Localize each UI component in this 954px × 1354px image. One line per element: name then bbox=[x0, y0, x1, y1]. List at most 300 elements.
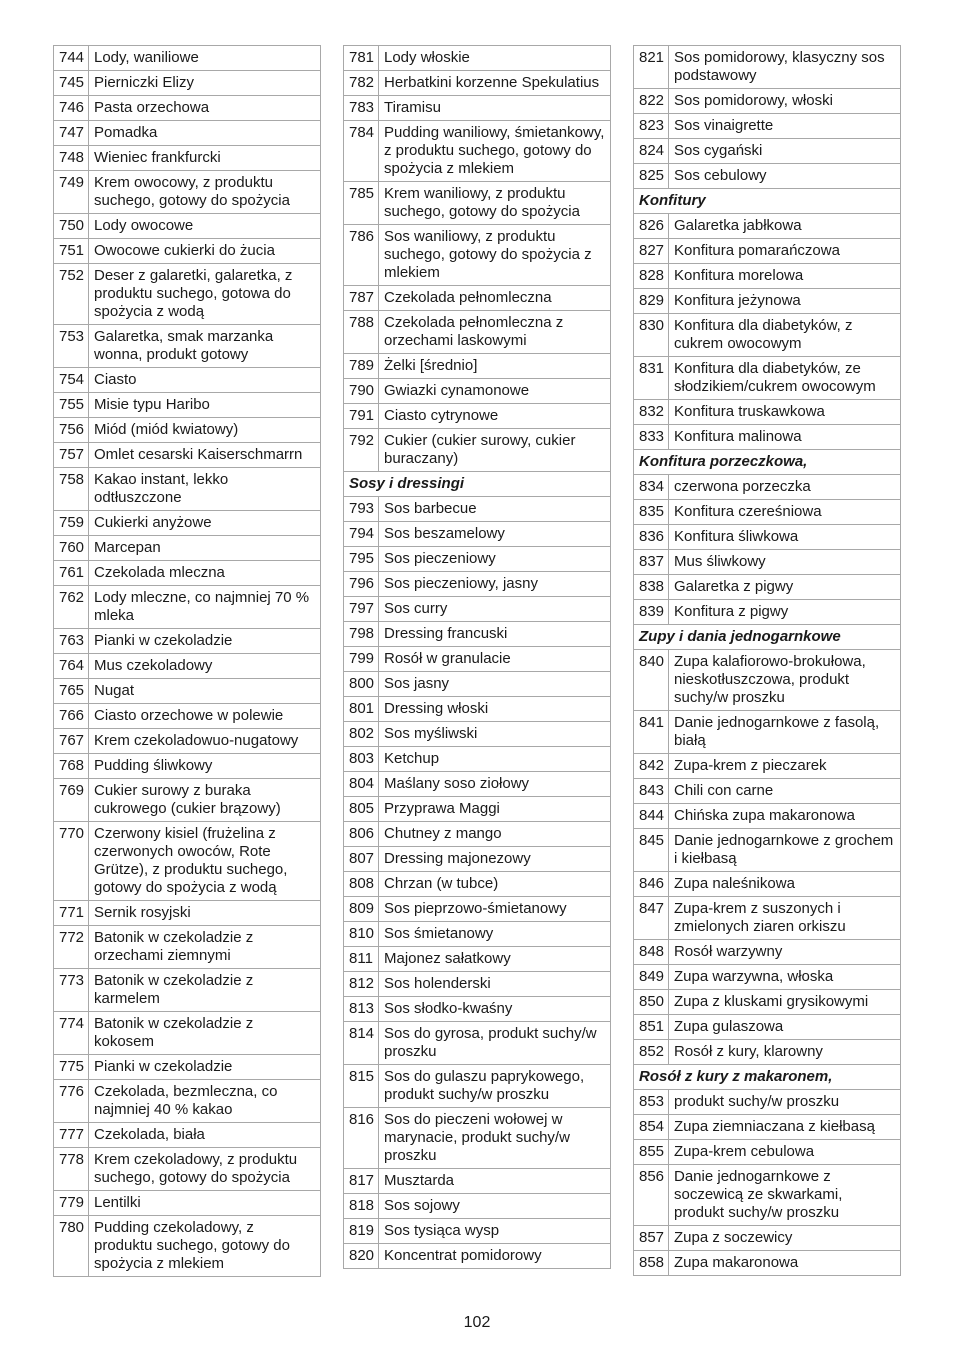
item-name: Rosół w granulacie bbox=[379, 647, 611, 672]
table-row bbox=[634, 264, 901, 289]
item-number: 761 bbox=[54, 561, 89, 586]
table-row bbox=[634, 239, 901, 264]
item-name: Konfitura jeżynowa bbox=[669, 289, 901, 314]
table-row bbox=[344, 947, 611, 972]
item-number: 797 bbox=[344, 597, 379, 622]
table-row bbox=[344, 597, 611, 622]
table-row bbox=[54, 822, 321, 901]
item-number: 829 bbox=[634, 289, 669, 314]
table-row bbox=[344, 897, 611, 922]
item-name: Sos pieprzowo-śmietanowy bbox=[379, 897, 611, 922]
table-row bbox=[634, 114, 901, 139]
section-header-row bbox=[634, 189, 901, 214]
item-name: Krem czekoladowuo-nugatowy bbox=[89, 729, 321, 754]
table-row bbox=[634, 425, 901, 450]
table-row bbox=[344, 1065, 611, 1108]
table-row bbox=[344, 997, 611, 1022]
table-row bbox=[54, 393, 321, 418]
item-number: 799 bbox=[344, 647, 379, 672]
table-row bbox=[54, 1080, 321, 1123]
item-number: 748 bbox=[54, 146, 89, 171]
item-number: 753 bbox=[54, 325, 89, 368]
table-row bbox=[344, 121, 611, 182]
item-number: 857 bbox=[634, 1226, 669, 1251]
item-number: 760 bbox=[54, 536, 89, 561]
item-number: 850 bbox=[634, 990, 669, 1015]
item-name: Ciasto bbox=[89, 368, 321, 393]
item-name: czerwona porzeczka bbox=[669, 475, 901, 500]
table-row bbox=[634, 500, 901, 525]
item-number: 774 bbox=[54, 1012, 89, 1055]
item-name: Zupa naleśnikowa bbox=[669, 872, 901, 897]
item-number: 754 bbox=[54, 368, 89, 393]
item-name: Zupa gulaszowa bbox=[669, 1015, 901, 1040]
table-row bbox=[634, 1015, 901, 1040]
table-row bbox=[54, 239, 321, 264]
item-name: Sernik rosyjski bbox=[89, 901, 321, 926]
item-number: 784 bbox=[344, 121, 379, 182]
table-row bbox=[54, 1012, 321, 1055]
item-number: 813 bbox=[344, 997, 379, 1022]
item-number: 794 bbox=[344, 522, 379, 547]
table-row bbox=[54, 146, 321, 171]
table-row bbox=[634, 990, 901, 1015]
table-row bbox=[54, 901, 321, 926]
table-row bbox=[54, 629, 321, 654]
table-row bbox=[344, 379, 611, 404]
table-row bbox=[54, 1055, 321, 1080]
table-row bbox=[344, 872, 611, 897]
table-row bbox=[54, 926, 321, 969]
item-number: 749 bbox=[54, 171, 89, 214]
item-number: 836 bbox=[634, 525, 669, 550]
table-row bbox=[54, 1123, 321, 1148]
table-row bbox=[54, 561, 321, 586]
item-name: Sos tysiąca wysp bbox=[379, 1219, 611, 1244]
item-number: 830 bbox=[634, 314, 669, 357]
item-name: Musztarda bbox=[379, 1169, 611, 1194]
table-column-2 bbox=[343, 45, 611, 1269]
item-number: 841 bbox=[634, 711, 669, 754]
table-row bbox=[634, 940, 901, 965]
item-number: 825 bbox=[634, 164, 669, 189]
section-header: Rosół z kury z makaronem, bbox=[634, 1065, 901, 1090]
table-row bbox=[54, 1148, 321, 1191]
item-number: 855 bbox=[634, 1140, 669, 1165]
item-name: Rosół warzywny bbox=[669, 940, 901, 965]
item-number: 781 bbox=[344, 46, 379, 71]
item-number: 808 bbox=[344, 872, 379, 897]
table-row bbox=[54, 468, 321, 511]
page-number: 102 bbox=[463, 1314, 491, 1331]
table-row bbox=[634, 804, 901, 829]
item-name: Przyprawa Maggi bbox=[379, 797, 611, 822]
item-name: Cukier (cukier surowy, cukier buraczany) bbox=[379, 429, 611, 472]
item-number: 828 bbox=[634, 264, 669, 289]
table-row bbox=[634, 1040, 901, 1065]
table-row bbox=[344, 722, 611, 747]
item-name: Pudding śliwkowy bbox=[89, 754, 321, 779]
item-number: 746 bbox=[54, 96, 89, 121]
item-number: 837 bbox=[634, 550, 669, 575]
table-row bbox=[344, 672, 611, 697]
item-number: 827 bbox=[634, 239, 669, 264]
item-name: Sos do gulaszu paprykowego, produkt suchy/w proszku bbox=[379, 1065, 611, 1108]
item-number: 765 bbox=[54, 679, 89, 704]
item-number: 780 bbox=[54, 1216, 89, 1277]
table-row bbox=[344, 354, 611, 379]
table-row bbox=[54, 368, 321, 393]
item-name: Tiramisu bbox=[379, 96, 611, 121]
table-row bbox=[634, 779, 901, 804]
item-number: 815 bbox=[344, 1065, 379, 1108]
item-number: 835 bbox=[634, 500, 669, 525]
item-name: Owocowe cukierki do żucia bbox=[89, 239, 321, 264]
item-name: Kakao instant, lekko odtłuszczone bbox=[89, 468, 321, 511]
item-name: Żelki [średnio] bbox=[379, 354, 611, 379]
table-row bbox=[634, 1226, 901, 1251]
item-number: 791 bbox=[344, 404, 379, 429]
item-number: 818 bbox=[344, 1194, 379, 1219]
item-name: Konfitura truskawkowa bbox=[669, 400, 901, 425]
item-name: Sos do gyrosa, produkt suchy/w proszku bbox=[379, 1022, 611, 1065]
item-number: 849 bbox=[634, 965, 669, 990]
table-row bbox=[634, 357, 901, 400]
item-name: Nugat bbox=[89, 679, 321, 704]
section-header-row bbox=[634, 625, 901, 650]
section-header-row bbox=[344, 472, 611, 497]
item-name: Misie typu Haribo bbox=[89, 393, 321, 418]
table-row bbox=[54, 443, 321, 468]
item-number: 812 bbox=[344, 972, 379, 997]
table-row bbox=[54, 536, 321, 561]
item-name: Lody mleczne, co najmniej 70 % mleka bbox=[89, 586, 321, 629]
item-number: 840 bbox=[634, 650, 669, 711]
item-number: 838 bbox=[634, 575, 669, 600]
item-name: Chrzan (w tubce) bbox=[379, 872, 611, 897]
item-name: Dressing włoski bbox=[379, 697, 611, 722]
table-column-1 bbox=[53, 45, 321, 1277]
table-row bbox=[344, 497, 611, 522]
table-row bbox=[634, 46, 901, 89]
table-row bbox=[54, 729, 321, 754]
table-row bbox=[344, 822, 611, 847]
table-row bbox=[54, 46, 321, 71]
item-number: 779 bbox=[54, 1191, 89, 1216]
table-row bbox=[344, 572, 611, 597]
item-number: 801 bbox=[344, 697, 379, 722]
table-row bbox=[54, 214, 321, 239]
item-number: 800 bbox=[344, 672, 379, 697]
item-number: 821 bbox=[634, 46, 669, 89]
item-number: 751 bbox=[54, 239, 89, 264]
table-row bbox=[344, 697, 611, 722]
item-name: Zupa kalafiorowo-brokułowa, nieskotłuszczowa, produkt suchy/w proszku bbox=[669, 650, 901, 711]
item-number: 847 bbox=[634, 897, 669, 940]
item-number: 789 bbox=[344, 354, 379, 379]
item-number: 833 bbox=[634, 425, 669, 450]
item-name: Sos śmietanowy bbox=[379, 922, 611, 947]
table-row bbox=[344, 522, 611, 547]
item-number: 775 bbox=[54, 1055, 89, 1080]
table-row bbox=[344, 547, 611, 572]
item-name: Pianki w czekoladzie bbox=[89, 629, 321, 654]
item-name: Ketchup bbox=[379, 747, 611, 772]
item-number: 819 bbox=[344, 1219, 379, 1244]
item-name: Konfitura morelowa bbox=[669, 264, 901, 289]
item-number: 745 bbox=[54, 71, 89, 96]
item-name: Sos jasny bbox=[379, 672, 611, 697]
item-number: 766 bbox=[54, 704, 89, 729]
table-row bbox=[634, 965, 901, 990]
item-number: 777 bbox=[54, 1123, 89, 1148]
item-name: Rosół z kury, klarowny bbox=[669, 1040, 901, 1065]
item-name: Krem czekoladowy, z produktu suchego, gotowy do spożycia bbox=[89, 1148, 321, 1191]
table-row bbox=[54, 96, 321, 121]
item-number: 802 bbox=[344, 722, 379, 747]
item-name: Galaretka jabłkowa bbox=[669, 214, 901, 239]
table-row bbox=[634, 214, 901, 239]
item-number: 856 bbox=[634, 1165, 669, 1226]
item-name: Konfitura dla diabetyków, ze słodzikiem/cukrem owocowym bbox=[669, 357, 901, 400]
table-row bbox=[344, 1169, 611, 1194]
item-name: Czekolada mleczna bbox=[89, 561, 321, 586]
item-number: 848 bbox=[634, 940, 669, 965]
item-name: Danie jednogarnkowe z grochem i kiełbasą bbox=[669, 829, 901, 872]
item-name: Konfitura pomarańczowa bbox=[669, 239, 901, 264]
item-number: 798 bbox=[344, 622, 379, 647]
item-number: 768 bbox=[54, 754, 89, 779]
item-number: 776 bbox=[54, 1080, 89, 1123]
item-name: Cukierki anyżowe bbox=[89, 511, 321, 536]
item-number: 772 bbox=[54, 926, 89, 969]
table-row bbox=[344, 847, 611, 872]
item-name: Miód (miód kwiatowy) bbox=[89, 418, 321, 443]
table-row bbox=[634, 525, 901, 550]
table-row bbox=[344, 622, 611, 647]
item-name: Danie jednogarnkowe z fasolą, białą bbox=[669, 711, 901, 754]
item-name: Sos pomidorowy, włoski bbox=[669, 89, 901, 114]
item-name: Konfitura z pigwy bbox=[669, 600, 901, 625]
item-name: Batonik w czekoladzie z karmelem bbox=[89, 969, 321, 1012]
table-row bbox=[54, 586, 321, 629]
table-row bbox=[344, 797, 611, 822]
item-name: Sos beszamelowy bbox=[379, 522, 611, 547]
item-name: Lody owocowe bbox=[89, 214, 321, 239]
item-name: Pierniczki Elizy bbox=[89, 71, 321, 96]
item-name: Pianki w czekoladzie bbox=[89, 1055, 321, 1080]
item-number: 831 bbox=[634, 357, 669, 400]
item-number: 744 bbox=[54, 46, 89, 71]
table-row bbox=[634, 897, 901, 940]
item-number: 823 bbox=[634, 114, 669, 139]
table-row bbox=[344, 922, 611, 947]
table-row bbox=[634, 1165, 901, 1226]
table-row bbox=[634, 314, 901, 357]
table-column-3 bbox=[633, 45, 901, 1276]
item-number: 805 bbox=[344, 797, 379, 822]
table-row bbox=[344, 772, 611, 797]
item-name: Pudding waniliowy, śmietankowy, z produktu suchego, gotowy do spożycia z mlekiem bbox=[379, 121, 611, 182]
item-number: 809 bbox=[344, 897, 379, 922]
item-name: Zupa z soczewicy bbox=[669, 1226, 901, 1251]
item-number: 778 bbox=[54, 1148, 89, 1191]
item-number: 793 bbox=[344, 497, 379, 522]
table-row bbox=[634, 475, 901, 500]
item-name: Gwiazki cynamonowe bbox=[379, 379, 611, 404]
item-name: Chili con carne bbox=[669, 779, 901, 804]
item-number: 786 bbox=[344, 225, 379, 286]
table-row bbox=[634, 711, 901, 754]
item-name: Lody, waniliowe bbox=[89, 46, 321, 71]
item-number: 796 bbox=[344, 572, 379, 597]
item-number: 804 bbox=[344, 772, 379, 797]
item-number: 757 bbox=[54, 443, 89, 468]
item-number: 843 bbox=[634, 779, 669, 804]
item-number: 767 bbox=[54, 729, 89, 754]
table-row bbox=[344, 96, 611, 121]
table-row bbox=[54, 704, 321, 729]
item-number: 826 bbox=[634, 214, 669, 239]
item-name: Sos do pieczeni wołowej w marynacie, produkt suchy/w proszku bbox=[379, 1108, 611, 1169]
section-header: Sosy i dressingi bbox=[344, 472, 611, 497]
table-row bbox=[54, 171, 321, 214]
item-number: 844 bbox=[634, 804, 669, 829]
item-number: 803 bbox=[344, 747, 379, 772]
item-name: Sos sojowy bbox=[379, 1194, 611, 1219]
item-number: 758 bbox=[54, 468, 89, 511]
item-name: Sos pomidorowy, klasyczny sos podstawowy bbox=[669, 46, 901, 89]
table-row bbox=[344, 1219, 611, 1244]
table-row bbox=[634, 650, 901, 711]
item-name: Sos vinaigrette bbox=[669, 114, 901, 139]
item-number: 816 bbox=[344, 1108, 379, 1169]
section-header: Zupy i dania jednogarnkowe bbox=[634, 625, 901, 650]
item-number: 756 bbox=[54, 418, 89, 443]
item-name: Sos cygański bbox=[669, 139, 901, 164]
item-name: Pasta orzechowa bbox=[89, 96, 321, 121]
item-number: 807 bbox=[344, 847, 379, 872]
item-number: 810 bbox=[344, 922, 379, 947]
item-name: produkt suchy/w proszku bbox=[669, 1090, 901, 1115]
table-row bbox=[344, 182, 611, 225]
item-number: 770 bbox=[54, 822, 89, 901]
table-row bbox=[54, 1216, 321, 1277]
table-row bbox=[54, 418, 321, 443]
item-number: 806 bbox=[344, 822, 379, 847]
item-number: 845 bbox=[634, 829, 669, 872]
item-name: Sos holenderski bbox=[379, 972, 611, 997]
item-number: 783 bbox=[344, 96, 379, 121]
table-row bbox=[54, 779, 321, 822]
table-row bbox=[54, 264, 321, 325]
item-number: 853 bbox=[634, 1090, 669, 1115]
item-name: Galaretka, smak marzanka wonna, produkt gotowy bbox=[89, 325, 321, 368]
item-number: 820 bbox=[344, 1244, 379, 1269]
section-header-row bbox=[634, 1065, 901, 1090]
item-name: Maślany soso ziołowy bbox=[379, 772, 611, 797]
table-row bbox=[634, 1090, 901, 1115]
item-name: Ciasto cytrynowe bbox=[379, 404, 611, 429]
section-header: Konfitury bbox=[634, 189, 901, 214]
item-name: Sos pieczeniowy, jasny bbox=[379, 572, 611, 597]
table-row bbox=[634, 289, 901, 314]
table-row bbox=[344, 747, 611, 772]
table-row bbox=[54, 754, 321, 779]
item-name: Pomadka bbox=[89, 121, 321, 146]
item-name: Zupa makaronowa bbox=[669, 1251, 901, 1276]
item-number: 782 bbox=[344, 71, 379, 96]
table-row bbox=[634, 754, 901, 779]
item-number: 787 bbox=[344, 286, 379, 311]
item-number: 747 bbox=[54, 121, 89, 146]
item-name: Chińska zupa makaronowa bbox=[669, 804, 901, 829]
item-name: Dressing francuski bbox=[379, 622, 611, 647]
table-row bbox=[344, 429, 611, 472]
table-row bbox=[54, 511, 321, 536]
table-row bbox=[54, 121, 321, 146]
item-name: Czekolada, biała bbox=[89, 1123, 321, 1148]
item-name: Marcepan bbox=[89, 536, 321, 561]
item-name: Czekolada pełnomleczna z orzechami laskowymi bbox=[379, 311, 611, 354]
table-row bbox=[634, 550, 901, 575]
table-row bbox=[344, 46, 611, 71]
item-number: 858 bbox=[634, 1251, 669, 1276]
table-row bbox=[634, 1140, 901, 1165]
table-row bbox=[54, 325, 321, 368]
table-row bbox=[634, 575, 901, 600]
item-number: 752 bbox=[54, 264, 89, 325]
item-number: 762 bbox=[54, 586, 89, 629]
item-name: Zupa ziemniaczana z kiełbasą bbox=[669, 1115, 901, 1140]
item-name: Konfitura malinowa bbox=[669, 425, 901, 450]
item-name: Herbatkini korzenne Spekulatius bbox=[379, 71, 611, 96]
item-name: Deser z galaretki, galaretka, z produktu suchego, gotowa do spożycia z wodą bbox=[89, 264, 321, 325]
table-row bbox=[344, 972, 611, 997]
table-row bbox=[54, 71, 321, 96]
item-name: Majonez sałatkowy bbox=[379, 947, 611, 972]
item-name: Konfitura śliwkowa bbox=[669, 525, 901, 550]
item-name: Konfitura czereśniowa bbox=[669, 500, 901, 525]
item-name: Sos curry bbox=[379, 597, 611, 622]
table-row bbox=[344, 1194, 611, 1219]
item-number: 811 bbox=[344, 947, 379, 972]
item-name: Zupa-krem z pieczarek bbox=[669, 754, 901, 779]
item-name: Konfitura dla diabetyków, z cukrem owocowym bbox=[669, 314, 901, 357]
item-number: 763 bbox=[54, 629, 89, 654]
table-row bbox=[634, 829, 901, 872]
item-name: Danie jednogarnkowe z soczewicą ze skwarkami, produkt suchy/w proszku bbox=[669, 1165, 901, 1226]
item-number: 755 bbox=[54, 393, 89, 418]
item-number: 814 bbox=[344, 1022, 379, 1065]
table-row bbox=[634, 1251, 901, 1276]
table-row bbox=[54, 679, 321, 704]
item-number: 769 bbox=[54, 779, 89, 822]
section-header: Konfitura porzeczkowa, bbox=[634, 450, 901, 475]
item-number: 852 bbox=[634, 1040, 669, 1065]
item-name: Omlet cesarski Kaiserschmarrn bbox=[89, 443, 321, 468]
item-number: 842 bbox=[634, 754, 669, 779]
table-row bbox=[634, 600, 901, 625]
item-number: 764 bbox=[54, 654, 89, 679]
section-header-row bbox=[634, 450, 901, 475]
table-row bbox=[344, 71, 611, 96]
table-row bbox=[634, 1115, 901, 1140]
item-number: 788 bbox=[344, 311, 379, 354]
item-name: Zupa z kluskami grysikowymi bbox=[669, 990, 901, 1015]
item-number: 792 bbox=[344, 429, 379, 472]
item-name: Sos cebulowy bbox=[669, 164, 901, 189]
